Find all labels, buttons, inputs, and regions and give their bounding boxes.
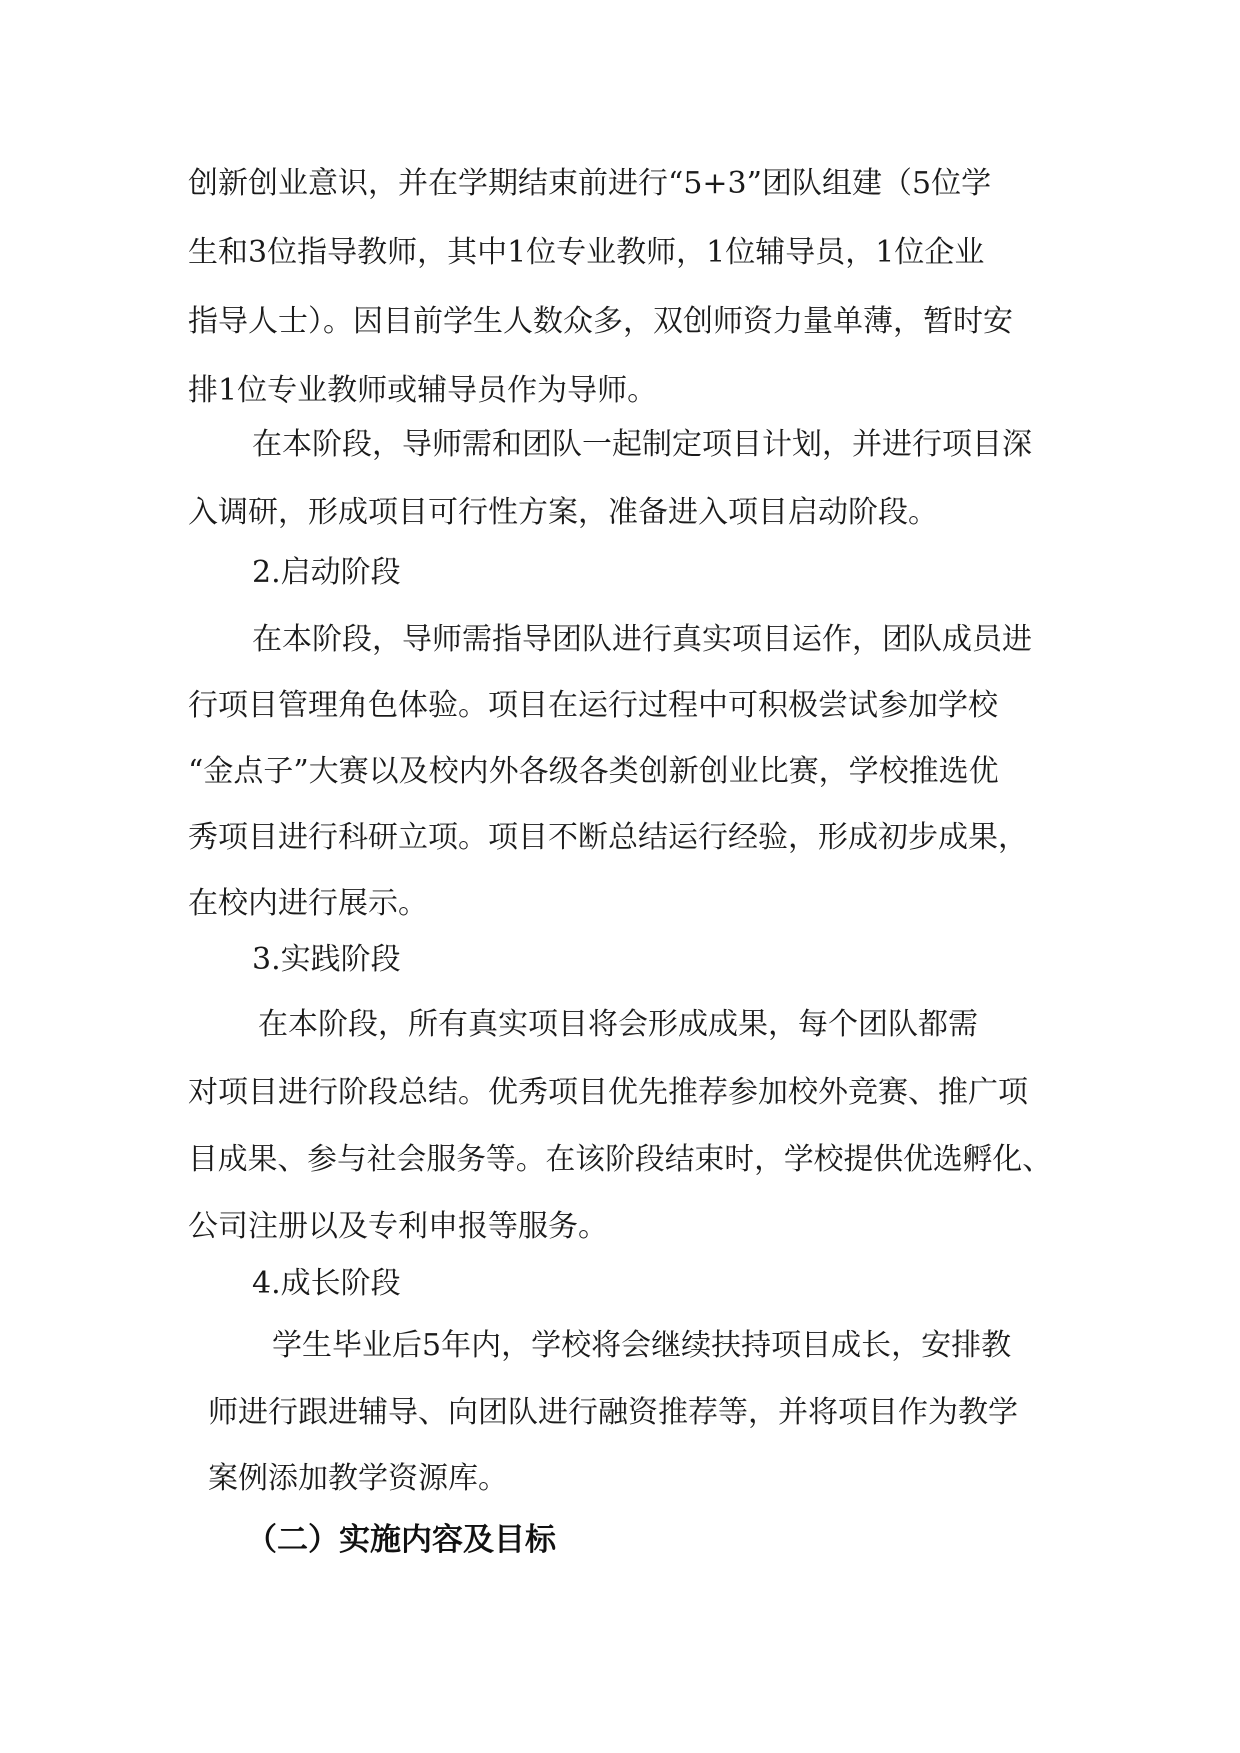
stage-heading: 3.实践阶段 [252, 942, 401, 977]
text-line: 在本阶段，导师需和团队一起制定项目计划，并进行项目深 [252, 427, 1032, 462]
text-line: 对项目进行阶段总结。优秀项目优先推荐参加校外竞赛、推广项 [188, 1075, 1028, 1110]
text-line: 师进行跟进辅导、向团队进行融资推荐等，并将项目作为教学 [208, 1395, 1018, 1430]
text-line: 排1位专业教师或辅导员作为导师。 [188, 373, 658, 408]
text-line: 学生毕业后5年内，学校将会继续扶持项目成长，安排教 [272, 1328, 1012, 1363]
text-line: 秀项目进行科研立项。项目不断总结运行经验，形成初步成果， [188, 820, 1028, 855]
text-line: 目成果、参与社会服务等。在该阶段结束时，学校提供优选孵化、 [188, 1142, 1052, 1177]
stage-heading: 2.启动阶段 [252, 555, 401, 590]
text-line: 案例添加教学资源库。 [208, 1461, 508, 1496]
text-line: 在校内进行展示。 [188, 886, 428, 921]
section-heading: （二）实施内容及目标 [246, 1522, 556, 1558]
text-line: 在本阶段，导师需指导团队进行真实项目运作，团队成员进 [252, 622, 1032, 657]
text-line: 公司注册以及专利申报等服务。 [188, 1209, 608, 1244]
text-line: 生和3位指导教师，其中1位专业教师，1位辅导员，1位企业 [188, 235, 985, 270]
text-line: 入调研，形成项目可行性方案，准备进入项目启动阶段。 [188, 495, 938, 530]
text-line: 在本阶段，所有真实项目将会形成成果，每个团队都需 [258, 1007, 978, 1042]
stage-heading: 4.成长阶段 [252, 1266, 401, 1301]
text-line: 创新创业意识，并在学期结束前进行“5+3”团队组建（5位学 [188, 166, 992, 201]
text-line: “金点子”大赛以及校内外各级各类创新创业比赛，学校推选优 [188, 754, 999, 789]
text-line: 指导人士）。因目前学生人数众多，双创师资力量单薄，暂时安 [188, 304, 1013, 339]
text-line: 行项目管理角色体验。项目在运行过程中可积极尝试参加学校 [188, 688, 998, 723]
